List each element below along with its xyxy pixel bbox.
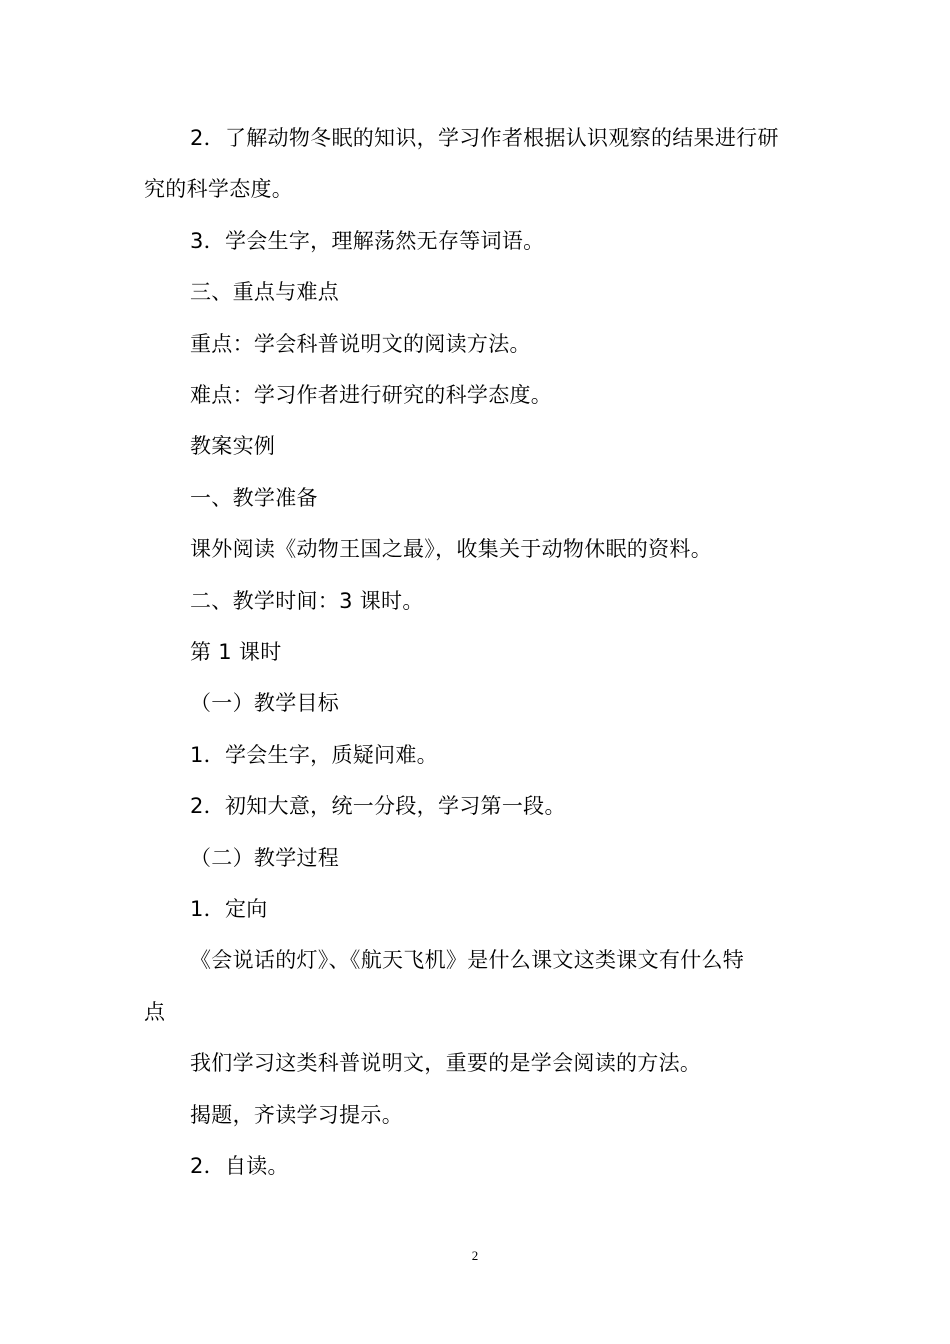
section-heading: （一）教学目标 bbox=[190, 691, 340, 715]
paragraph-line: 2．初知大意，统一分段，学习第一段。 bbox=[190, 794, 566, 818]
paragraph-line: 重点：学会科普说明文的阅读方法。 bbox=[190, 332, 531, 356]
paragraph-line: 点 bbox=[144, 1000, 166, 1024]
paragraph-line: 2．了解动物冬眠的知识，学习作者根据认识观察的结果进行研 bbox=[190, 126, 779, 150]
paragraph-line: 1．定向 bbox=[190, 897, 268, 921]
section-heading: 二、教学时间：3 课时。 bbox=[190, 589, 424, 613]
paragraph-line: 课外阅读《动物王国之最》，收集关于动物休眠的资料。 bbox=[190, 537, 712, 561]
section-heading: 教案实例 bbox=[190, 434, 276, 458]
section-heading: （二）教学过程 bbox=[190, 846, 340, 870]
paragraph-line: 2．自读。 bbox=[190, 1154, 289, 1178]
paragraph-line: 我们学习这类科普说明文，重要的是学会阅读的方法。 bbox=[190, 1051, 702, 1075]
paragraph-line: 1．学会生字，质疑问难。 bbox=[190, 743, 438, 767]
paragraph-line: 揭题，齐读学习提示。 bbox=[190, 1103, 403, 1127]
paragraph-line: 究的科学态度。 bbox=[144, 177, 294, 201]
section-heading: 一、教学准备 bbox=[190, 486, 318, 510]
paragraph-line: 难点：学习作者进行研究的科学态度。 bbox=[190, 383, 553, 407]
page-number: 2 bbox=[471, 1248, 479, 1263]
section-heading: 第 1 课时 bbox=[190, 640, 282, 664]
paragraph-line: 《会说话的灯》、《航天飞机》是什么课文这类课文有什么特 bbox=[190, 948, 745, 972]
paragraph-line: 3．学会生字，理解荡然无存等词语。 bbox=[190, 229, 545, 253]
section-heading: 三、重点与难点 bbox=[190, 280, 340, 304]
